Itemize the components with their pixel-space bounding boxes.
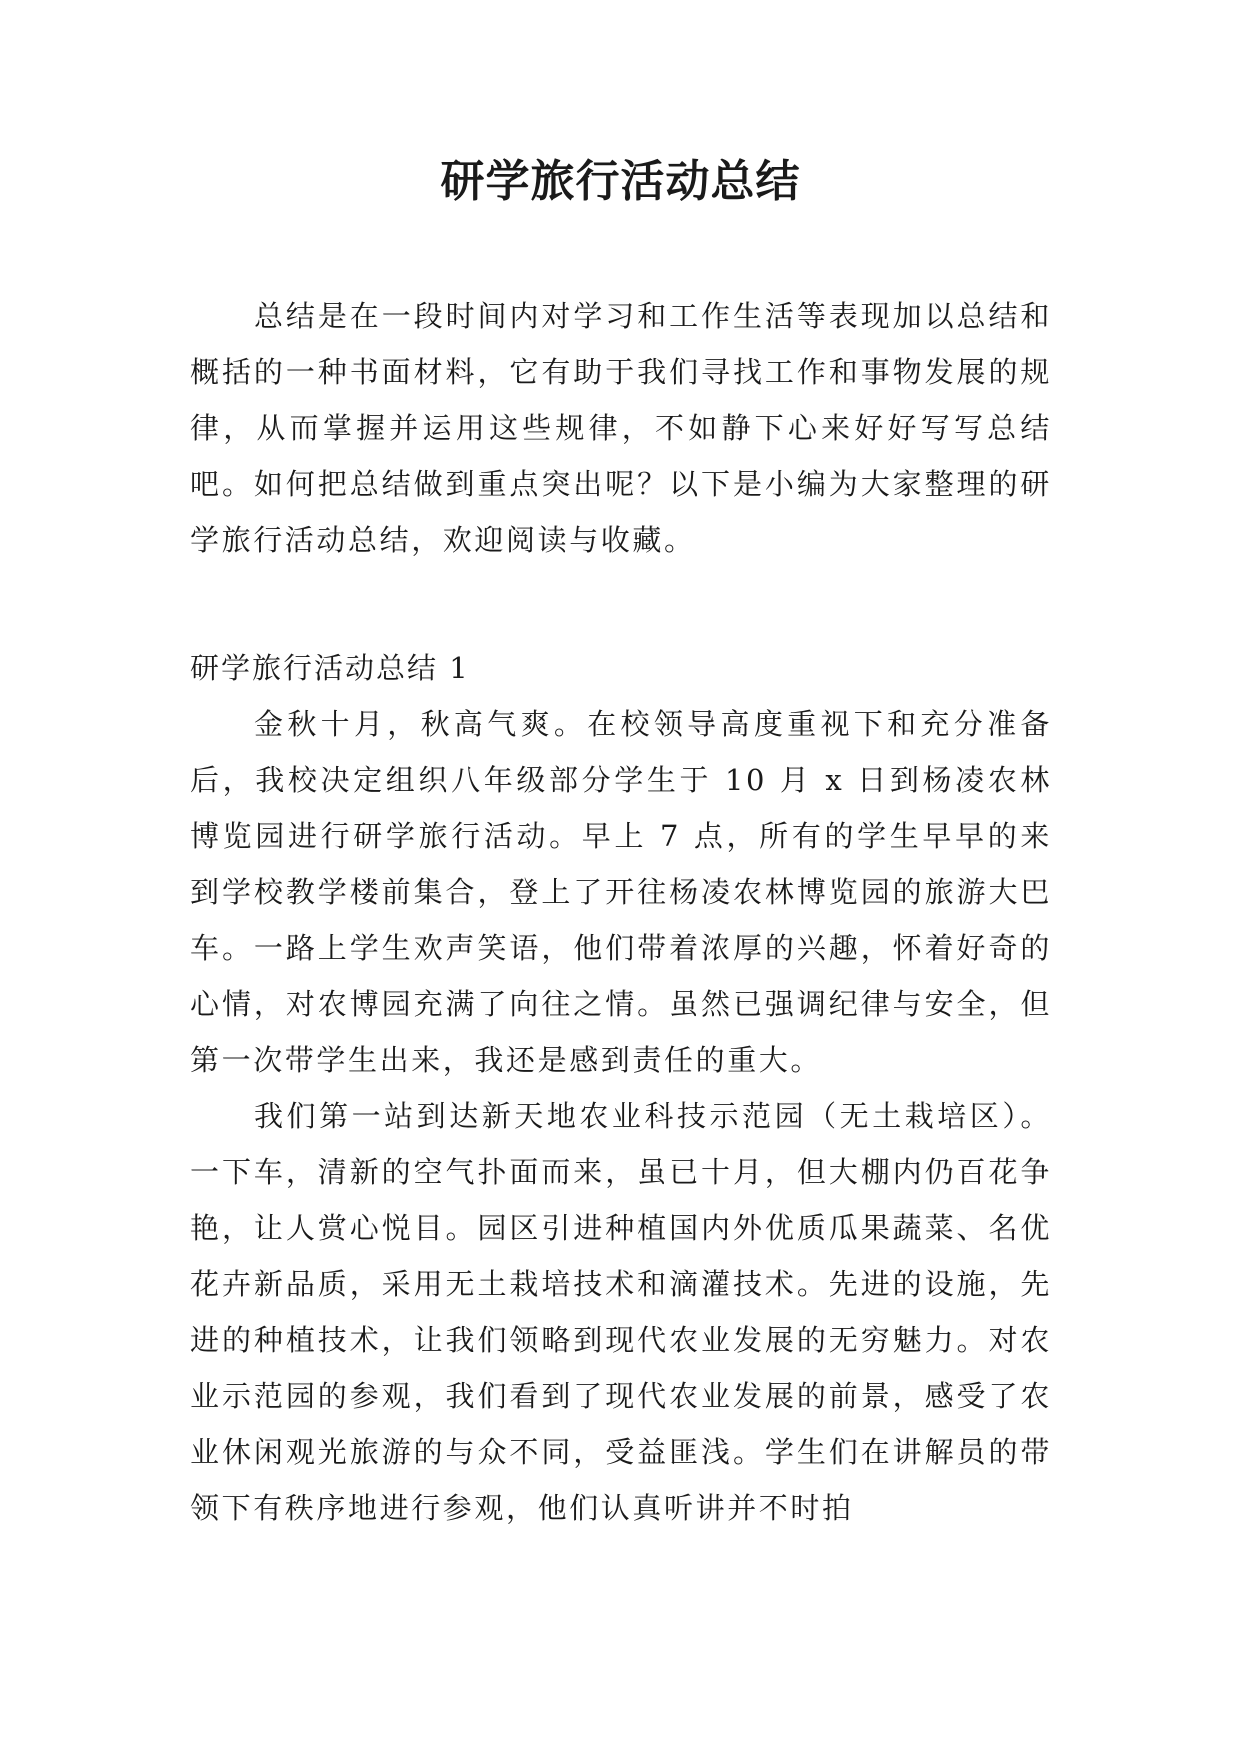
body-paragraph-2: 我们第一站到达新天地农业科技示范园（无土栽培区）。一下车，清新的空气扑面而来，虽已十月，但大棚内仍百花争艳，让人赏心悦目。园区引进种植国内外优质瓜果蔬菜、名优花卉新品质，采用无土栽培技术和滴灌技术。先进的设施，先进的种植技术，让我们领略到现代农业发展的无穷魅力。对农业示范园的参观，我们看到了现代农业发展的前景，感受了农业休闲观光旅游的与众不同，受益匪浅。学生们在讲解员的带领下有秩序地进行参观，他们认真听讲并不时拍 <box>190 1099 1052 1525</box>
body-paragraph-1: 金秋十月，秋高气爽。在校领导高度重视下和充分准备后，我校决定组织八年级部分学生于 10 月 x 日到杨凌农林博览园进行研学旅行活动。早上 7 点，所有的学生早早的来到学校教学楼前集合，登上了开往杨凌农林博览园的旅游大巴车。一路上学生欢声笑语，他们带着浓厚的兴趣，怀着好奇的心情，对农博园充满了向往之情。虽然已强调纪律与安全，但第一次带学生出来，我还是感到责任的重大。 <box>190 707 1052 1077</box>
intro-paragraph: 总结是在一段时间内对学习和工作生活等表现加以总结和概括的一种书面材料，它有助于我们寻找工作和事物发展的规律，从而掌握并运用这些规律，不如静下心来好好写写总结吧。如何把总结做到重点突出呢？以下是小编为大家整理的研学旅行活动总结，欢迎阅读与收藏。 <box>190 299 1052 557</box>
section-heading: 研学旅行活动总结 1 <box>190 651 470 685</box>
section-body <box>190 696 1052 1536</box>
document-title: 研学旅行活动总结 <box>440 156 801 207</box>
